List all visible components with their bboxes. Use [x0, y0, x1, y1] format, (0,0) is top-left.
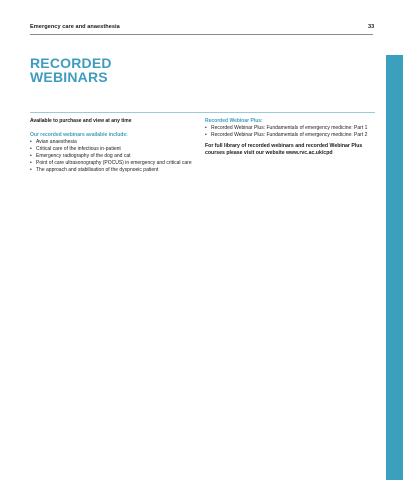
availability-intro: Available to purchase and view at any time: [30, 118, 132, 124]
list-item-text: Recorded Webinar Plus: Fundamentals of emergency medicine: Part 2: [211, 132, 368, 138]
list-item: • The approach and stabilisation of the dyspnoeic patient: [30, 167, 159, 173]
list-item-text: Recorded Webinar Plus: Fundamentals of emergency medicine: Part 1: [211, 125, 368, 131]
section-heading-line1: RECORDED: [30, 55, 112, 71]
library-cta-line1: For full library of recorded webinars and recorded Webinar Plus: [205, 143, 363, 149]
webinar-list: [30, 139, 200, 174]
list-item: • Emergency radiography of the dog and cat: [30, 153, 131, 159]
list-item-text: Avian anaesthesia: [36, 139, 77, 145]
webinar-list-label: Our recorded webinars available include:: [30, 132, 128, 138]
list-item: • Recorded Webinar Plus: Fundamentals of emergency medicine: Part 1: [205, 125, 368, 131]
right-column: [205, 118, 375, 157]
header-divider: [30, 34, 373, 35]
list-item-text: Emergency radiography of the dog and cat: [36, 153, 131, 159]
list-item-text: The approach and stabilisation of the dyspnoeic patient: [36, 167, 159, 173]
side-accent-bar: [386, 55, 403, 480]
webinar-plus-label: Recorded Webinar Plus:: [205, 118, 263, 124]
section-heading-line2: WEBINARS: [30, 69, 108, 85]
library-cta: [205, 143, 375, 157]
section-divider: [30, 112, 375, 113]
list-item-text: Critical care of the infectious in-patient: [36, 146, 121, 152]
left-column: [30, 118, 200, 174]
list-item-text: Point of care ultrasonography (POCUS) in emergency and critical care: [36, 160, 192, 166]
page-number: 33: [368, 24, 375, 30]
library-cta-line2: courses please visit our website www.rvc.ac.uk/cpd: [205, 150, 333, 156]
section-heading: [30, 56, 112, 84]
list-item: • Recorded Webinar Plus: Fundamentals of emergency medicine: Part 2: [205, 132, 368, 138]
list-item: • Point of care ultrasonography (POCUS) in emergency and critical care: [30, 160, 192, 166]
list-item: • Critical care of the infectious in-patient: [30, 146, 121, 152]
running-header-title: Emergency care and anaesthesia: [30, 24, 120, 30]
list-item: • Avian anaesthesia: [30, 139, 77, 145]
